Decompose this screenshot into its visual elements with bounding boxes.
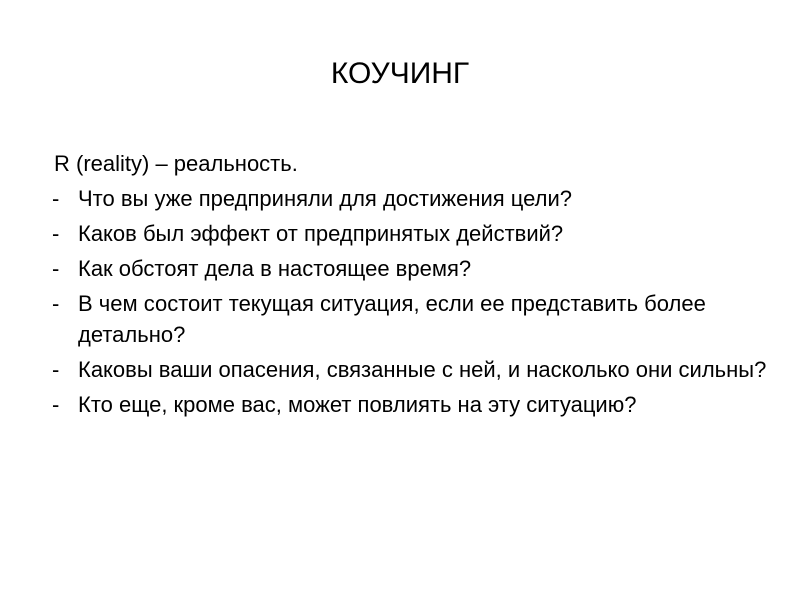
list-item (52, 183, 772, 214)
slide-content (52, 148, 772, 424)
slide-title: КОУЧИНГ (330, 57, 470, 90)
bullet-dash: - (52, 221, 60, 246)
list-item-text: Каков был эффект от предпринятых действий? (78, 221, 564, 246)
list-item-text: Кто еще, кроме вас, может повлиять на эту ситуацию? (78, 392, 637, 417)
list-item (52, 389, 772, 420)
list-item-text: Что вы уже предприняли для достижения цели? (78, 186, 573, 211)
list-item-text: Каковы ваши опасения, связанные с ней, и насколько они сильны? (78, 357, 767, 382)
bullet-dash: - (52, 256, 60, 281)
list-item (52, 253, 772, 284)
list-item-text: Как обстоят дела в настоящее время? (78, 256, 472, 281)
bullet-dash: - (52, 357, 60, 382)
bullet-dash: - (52, 291, 60, 316)
list-item (52, 354, 772, 385)
list-item (52, 218, 772, 249)
bullet-dash: - (52, 186, 60, 211)
list-item-text: В чем состоит текущая ситуация, если ее представить более детально? (78, 291, 706, 347)
lead-text: R (reality) – реальность. (54, 151, 298, 176)
bullet-dash: - (52, 392, 60, 417)
list-item (52, 288, 772, 350)
bullet-list (52, 183, 772, 420)
